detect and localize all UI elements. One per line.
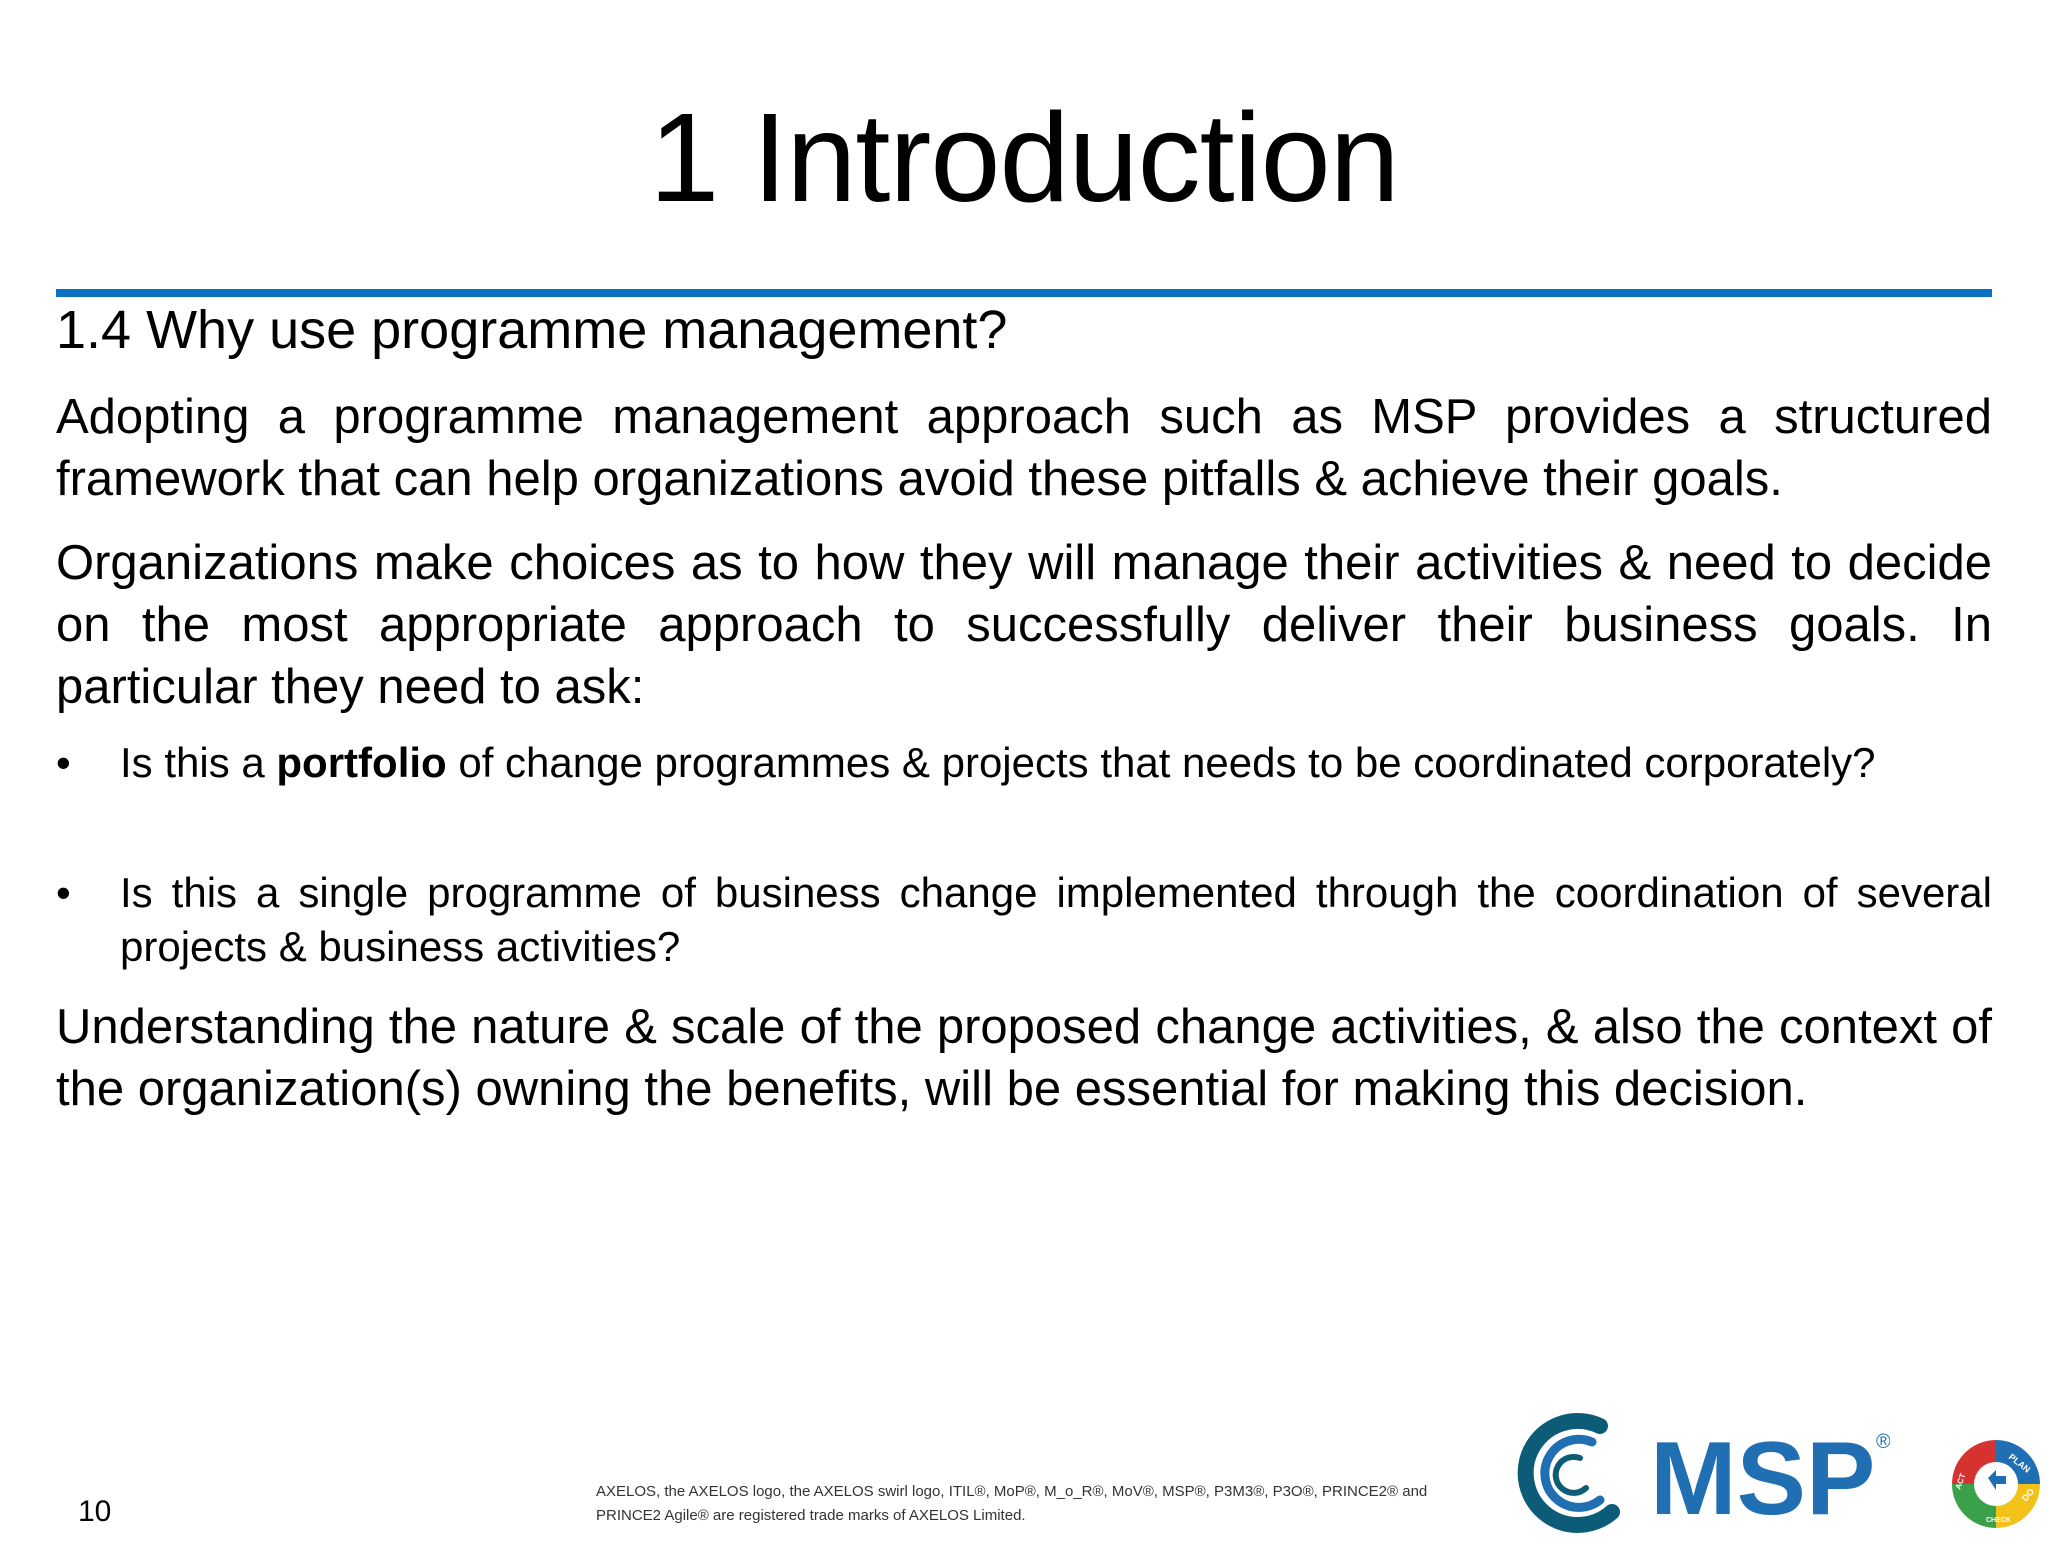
plan-do-check-act-swirl-icon [1948,1436,2044,1532]
trademark-notice [596,1480,1476,1528]
bullet-text: Is this a single programme of business change implemented through the coordination of several projects & business activities? [120,869,1992,970]
paragraph-3: Understanding the nature & scale of the proposed change activities, & also the context of the organization(s) owning the benefits, will be essential for making this decision. [56,1000,1992,1116]
paragraph-2: Organizations make choices as to how they will manage their activities & need to decide on the most appropriate approach to successfully deliver their business goals. In particular they need to ask: [56,536,1992,714]
page-number: 10 [78,1495,112,1528]
swirl-label-do: DO [2019,1486,2037,1504]
section-heading: 1.4 Why use programme management? [56,300,1008,360]
bullet-text [120,736,1992,790]
bullet-text-bold: portfolio [276,739,447,786]
msp-logo-text: MSP [1650,1421,1876,1536]
slide-title: 1 Introduction [649,87,1399,228]
bullet-text-suffix: of change programmes & projects that needs to be coordinated corporately? [446,739,1876,786]
msp-logo-registered: ® [1876,1431,1890,1453]
msp-logo [1508,1408,1890,1536]
bullet-text-prefix: Is this a [120,739,277,786]
trademark-line-1: AXELOS, the AXELOS logo, the AXELOS swirl logo, ITIL®, MoP®, M_o_R®, MoV®, MSP®, P3M3®, P3O®, PRINCE2® and [596,1483,1428,1500]
msp-logo-graphic [1508,1408,1890,1536]
swirl-label-act: ACT [1953,1472,1968,1491]
bullet-marker: • [56,739,71,786]
bullet-marker: • [56,869,71,916]
paragraph-1: Adopting a programme management approach such as MSP provides a structured framework that can help organizations avoid these pitfalls & achieve their goals. [56,390,1992,506]
swirl-label-plan: PLAN [2006,1451,2033,1475]
trademark-line-2: PRINCE2 Agile® are registered trade marks of AXELOS Limited. [596,1507,1026,1524]
title-divider [56,289,1992,297]
swirl-label-check: CHECK [1986,1517,2011,1524]
